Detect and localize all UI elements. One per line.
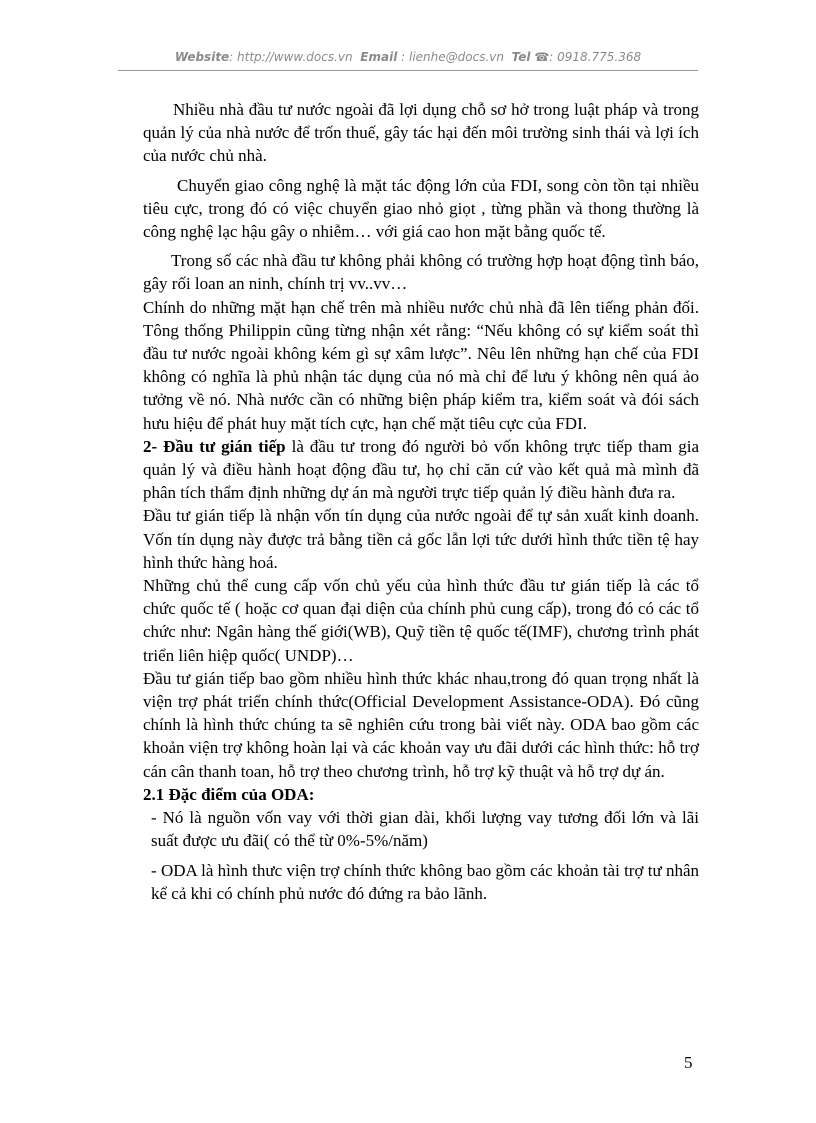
tel-value: : 0918.775.368 [549, 50, 642, 64]
paragraph [143, 435, 699, 505]
section-heading: 2.1 Đặc điểm của ODA: [143, 784, 315, 804]
bullet-item: - Nó là nguồn vốn vay với thời gian dài, khối lượng vay tương đối lớn và lãi suất được ưu đãi( có thể từ 0%-5%/năm) [151, 808, 699, 851]
paragraph: Đầu tư gián tiếp bao gồm nhiều hình thức khác nhau,trong đó quan trọng nhất là viện trợ phát triển chính thức(Official Development Assistance-ODA). Đó cũng chính là hình thức chúng ta sẽ nghiên cứu trong bài viết này. ODA bao gồm các khoản viện trợ không hoàn lại và các khoản vay ưu đãi dưới các hình thức: hỗ trợ cán cân thanh toan, hỗ trợ theo chương trình, hỗ trợ kỹ thuật và hỗ trợ dự án. [143, 668, 699, 781]
paragraph: Trong số các nhà đầu tư không phải không có trường hợp hoạt động tình báo, gây rối loan an ninh, chính trị vv..vv… [143, 251, 699, 294]
header-divider [118, 70, 698, 71]
tel-label: Tel [511, 50, 531, 64]
paragraph: Nhiều nhà đầu tư nước ngoài đã lợi dụng chỗ sơ hở trong luật pháp và trong quản lý của nhà nước để trốn thuế, gây tác hại đến môi trường sinh thái và lợi ích của nước chủ nhà. [143, 100, 699, 166]
paragraph: Đầu tư gián tiếp là nhận vốn tín dụng của nước ngoài để tự sản xuất kinh doanh. Vốn tín dụng này được trả bằng tiền cả gốc lẫn lợi tức dưới hình thức tiền tệ hay hình thức hàng hoá. [143, 506, 699, 572]
paragraph-text: là đầu tư trong đó người bỏ vốn không trực tiếp tham gia quản lý và điều hành hoạt động đầu tư, họ chỉ căn cứ vào kết quả mà mình đã phân tích thẩm định những dự án mà người trực tiếp quản lý điều hành đưa ra. [143, 436, 699, 503]
page-number: 5 [684, 1053, 693, 1072]
phone-icon: ☎ [534, 50, 550, 64]
paragraph: Chính do những mặt hạn chế trên mà nhiều nước chủ nhà đã lên tiếng phản đối. Tông thống Philippin cũng từng nhận xét rằng: “Nếu không có sự kiểm soát thì đầu tư nước ngoài không kém gì sự xâm lược”. Nêu lên những hạn chế của FDI không có nghĩa là phủ nhận tác dụng của nó mà chỉ để lưu ý không nên quá ảo tưởng về nó. Nhà nước cần có những biện pháp kiểm tra, kiểm soát và đói sách hưu hiệu để phát huy mặt tích cực, hạn chế mặt tiêu cực của FDI. [143, 297, 699, 433]
website-label: Website [174, 50, 230, 64]
section-heading-inline: 2- Đầu tư gián tiếp [143, 436, 286, 456]
paragraph: Chuyển giao công nghệ là mặt tác động lớn của FDI, song còn tồn tại nhiều tiêu cực, trong đó có việc chuyển giao nhỏ giọt , từng phần và thong thường là công nghệ lạc hậu gây o nhiễm… với giá cao hon mặt bằng quốc tế. [143, 175, 699, 242]
email-label: Email [360, 50, 398, 64]
paragraph: Những chủ thể cung cấp vốn chủ yếu của hình thức đầu tư gián tiếp là các tổ chức quốc tế ( hoặc cơ quan đại diện của chính phủ cung cấp), trong đó có các tổ chức như: Ngân hàng thế giới(WB), Quỹ tiền tệ quốc tế(IMF), chương trình phát triển liên hiệp quốc( UNDP)… [143, 576, 699, 665]
website-value: : http://www.docs.vn [229, 50, 353, 64]
document-body [143, 98, 699, 905]
bullet-item: - ODA là hình thưc viện trợ chính thức không bao gồm các khoản tài trợ tư nhân kể cả khi có chính phủ nước đó đứng ra bảo lãnh. [151, 860, 699, 903]
email-value: : lienhe@docs.vn [401, 50, 504, 64]
page-header [118, 50, 698, 64]
